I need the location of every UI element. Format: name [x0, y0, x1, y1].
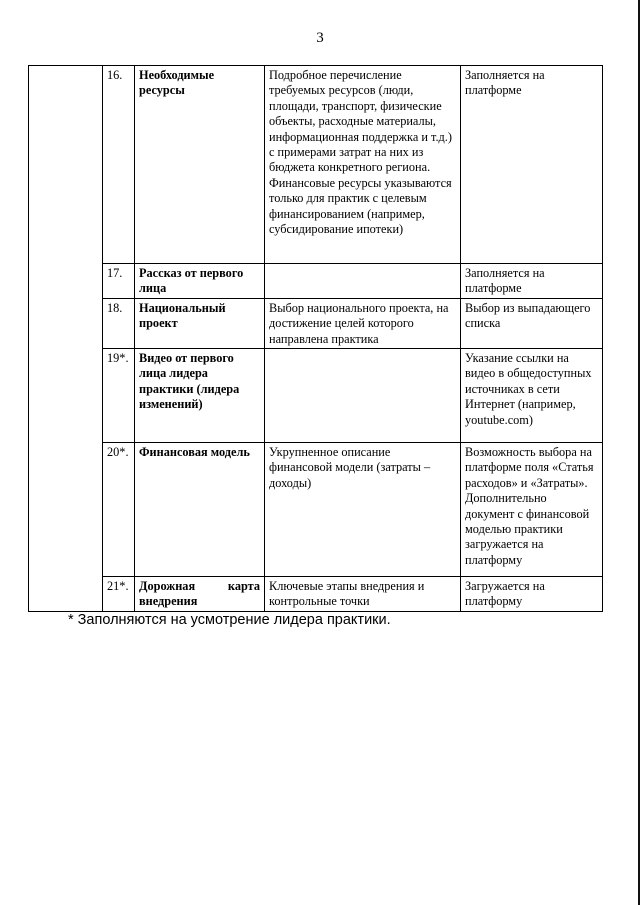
row-note: Заполняется на платформе: [461, 264, 603, 299]
table-row: [29, 443, 603, 577]
row-note: Выбор из выпадающего списка: [461, 298, 603, 348]
table-row: [29, 66, 603, 264]
row-number: 20*.: [103, 443, 135, 577]
row-description: [265, 349, 461, 443]
row-number: 18.: [103, 298, 135, 348]
row-name: Рассказ от первого лица: [135, 264, 265, 299]
row-name: Необходимые ресурсы: [135, 66, 265, 264]
row-note: Заполняется на платформе: [461, 66, 603, 264]
requirements-table: [28, 65, 603, 612]
row-description: Укрупненное описание финансовой модели (затраты – доходы): [265, 443, 461, 577]
table-row: [29, 264, 603, 299]
table-row: [29, 298, 603, 348]
row-name: Дорожная карта внедрения: [135, 577, 265, 612]
row-description: Выбор национального проекта, на достижение целей которого направлена практика: [265, 298, 461, 348]
footnote: * Заполняются на усмотрение лидера практики.: [68, 612, 391, 628]
row-number: 19*.: [103, 349, 135, 443]
row-number: 16.: [103, 66, 135, 264]
row-name: Национальный проект: [135, 298, 265, 348]
table-row: [29, 577, 603, 612]
row-description: Ключевые этапы внедрения и контрольные точки: [265, 577, 461, 612]
row-note: Возможность выбора на платформе поля «Статья расходов» и «Затраты». Дополнительно документ с финансовой моделью практики загружается на платформу: [461, 443, 603, 577]
row-name: Финансовая модель: [135, 443, 265, 577]
row-note: Указание ссылки на видео в общедоступных источниках в сети Интернет (например, youtube.com): [461, 349, 603, 443]
row-number: 21*.: [103, 577, 135, 612]
row-number: 17.: [103, 264, 135, 299]
table-row: [29, 349, 603, 443]
row-description: [265, 264, 461, 299]
row-name: Видео от первого лица лидера практики (лидера изменений): [135, 349, 265, 443]
row-note: Загружается на платформу: [461, 577, 603, 612]
blank-column: [29, 66, 103, 612]
row-description: Подробное перечисление требуемых ресурсов (люди, площади, транспорт, физические объекты, расходные материалы, информационная поддержка и т.д.) с примерами затрат на них из бюджета конкретного региона. Финансовые ресурсы указываются только для практик с целевым финансированием (например, субсидирование ипотеки): [265, 66, 461, 264]
page-number: 3: [316, 30, 324, 46]
